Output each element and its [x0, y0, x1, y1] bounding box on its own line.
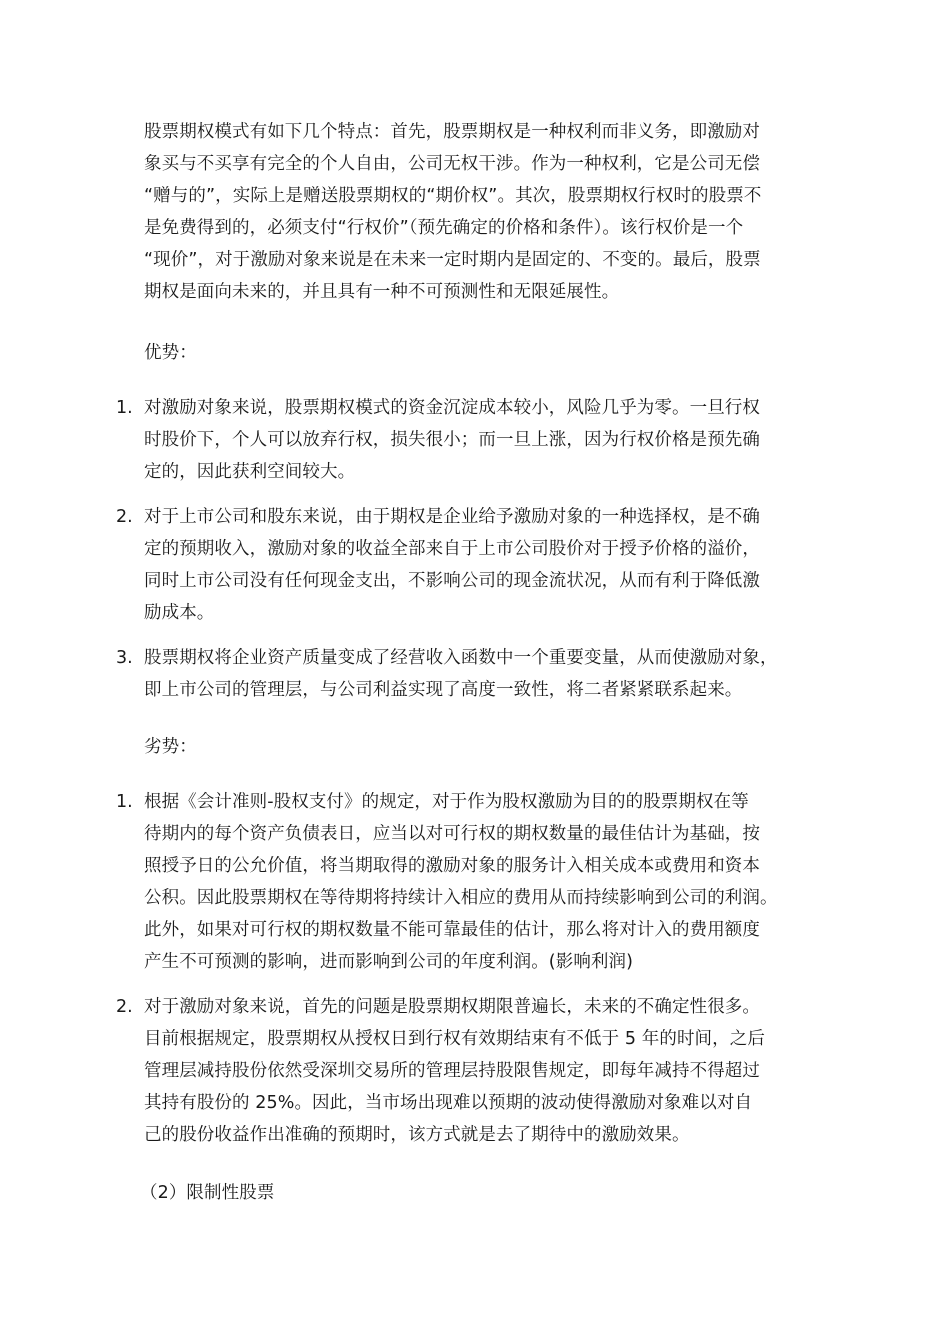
list-marker: 2. — [116, 997, 133, 1017]
paragraph-line: 是免费得到的，必须支付“行权价”（预先确定的价格和条件）。该行权价是一个 — [144, 218, 744, 238]
list-item-text: 股票期权将企业资产质量变成了经营收入函数中一个重要变量，从而使激励对象， 即上市公司的管理层，与公司利益实现了高度一致性，将二者紧紧联系起来。 — [144, 648, 778, 700]
list-marker: 2. — [116, 507, 133, 527]
intro-paragraph — [144, 116, 824, 308]
list-item-text: 对于上市公司和股东来说，由于期权是企业给予激励对象的一种选择权，是不确 定的预期收入，激励对象的收益全部来自于上市公司股价对于授予价格的溢价， 同时上市公司没有任何现金支出，不影响公司的现金流状况，从而有利于降低激 励成本。 — [144, 507, 760, 623]
paragraph-line: 象买与不买享有完全的个人自由，公司无权干涉。作为一种权利，它是公司无偿 — [144, 154, 760, 174]
advantages-heading: 优势： — [144, 343, 197, 363]
paragraph-line: “现价”，对于激励对象来说是在未来一定时期内是固定的、不变的。最后，股票 — [144, 250, 761, 270]
list-item-text: 对于激励对象来说，首先的问题是股票期权期限普遍长，未来的不确定性很多。 目前根据规定，股票期权从授权日到行权有效期结束有不低于 5 年的时间，之后 管理层减持股份依然受深圳交易所的管理层持股限售规定，即每年减持不得超过 其持有股份的 25%。因此，当市场出现难以预期的波动使得激励对象难以对自 己的股份收益作出准确的预期时，该方式就是去了期待中的激励效果。 — [144, 997, 765, 1145]
section-heading: （2）限制性股票 — [140, 1183, 275, 1203]
list-marker: 1. — [116, 398, 133, 418]
disadvantages-heading: 劣势： — [144, 737, 197, 757]
paragraph-line: “赠与的”，实际上是赠送股票期权的“期价权”。其次，股票期权行权时的股票不 — [144, 186, 762, 206]
list-item-text: 根据《会计准则-股权支付》的规定，对于作为股权激励为目的的股票期权在等 待期内的每个资产负债表日，应当以对可行权的期权数量的最佳估计为基础，按 照授予日的公允价值，将当期取得的激励对象的服务计入相关成本或费用和资本 公积。因此股票期权在等待期将持续计入相应的费用从而持续影响到公司的利润。 此外，如果对可行权的期权数量不能可靠最佳的估计，那么将对计入的费用额度 产生不可预测的影响，进而影响到公司的年度利润。(影响利润) — [144, 792, 778, 972]
paragraph-line: 股票期权模式有如下几个特点：首先，股票期权是一种权利而非义务，即激励对 — [144, 122, 760, 142]
list-marker: 1. — [116, 792, 133, 812]
paragraph-line: 期权是面向未来的，并且具有一种不可预测性和无限延展性。 — [144, 282, 620, 302]
list-item-text: 对激励对象来说，股票期权模式的资金沉淀成本较小，风险几乎为零。一旦行权 时股价下，个人可以放弃行权，损失很小；而一旦上涨，因为行权价格是预先确 定的，因此获利空间较大。 — [144, 398, 760, 482]
list-marker: 3. — [116, 648, 133, 668]
